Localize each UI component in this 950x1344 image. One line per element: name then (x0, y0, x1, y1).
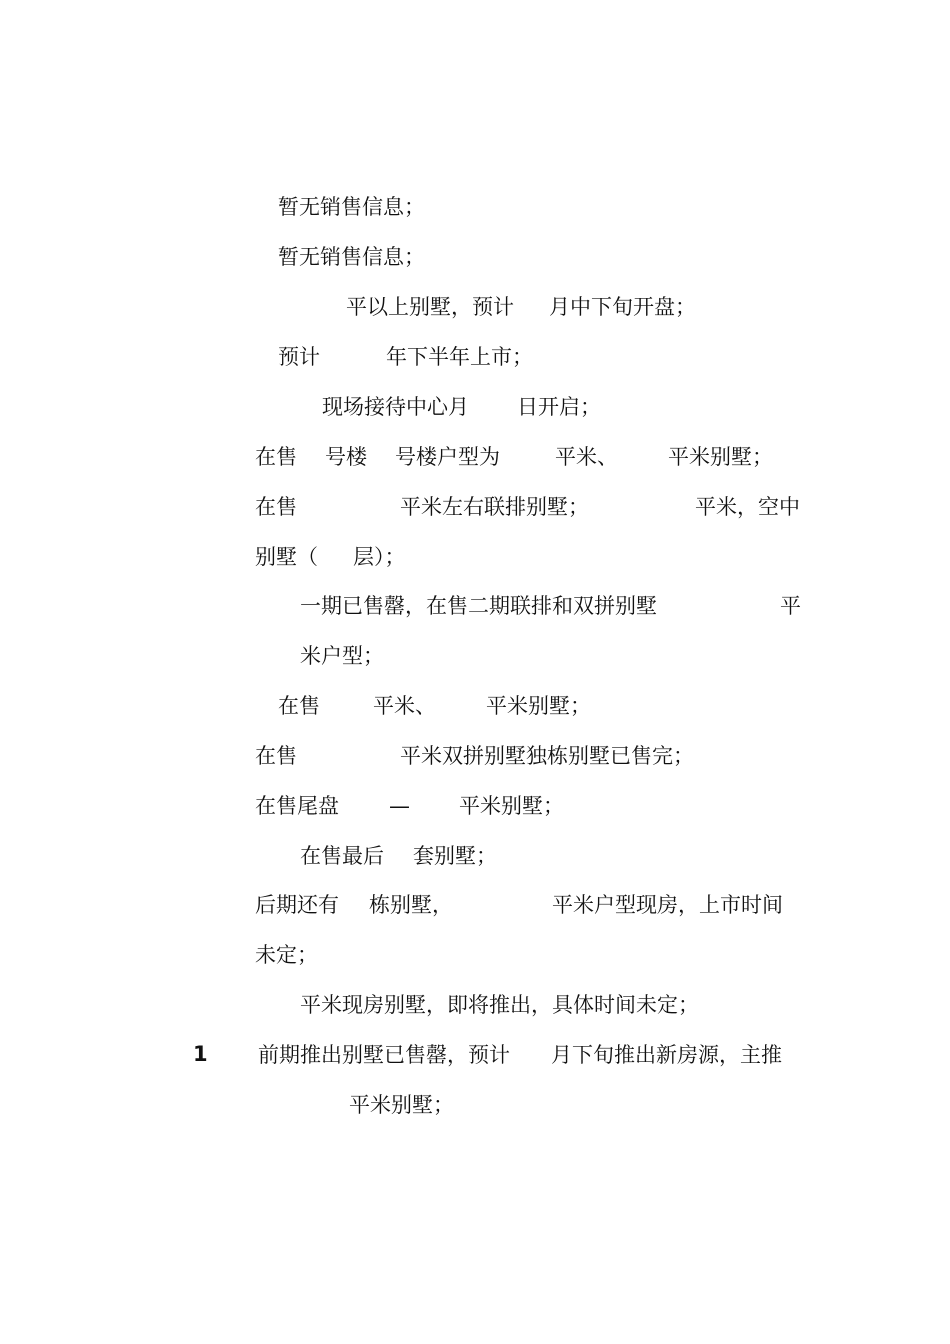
text-line: 暂无销售信息； (278, 245, 425, 269)
text-segment: 平米，空中 (695, 495, 800, 519)
text-segment: 平米、 (555, 445, 618, 469)
text-segment: — (389, 794, 410, 818)
text-segment: 在售尾盘 (255, 794, 339, 818)
text-segment: 平米别墅； (459, 794, 564, 818)
text-segment: 在售 (255, 445, 297, 469)
text-segment: 在售最后 (300, 844, 384, 868)
text-line: 暂无销售信息； (278, 195, 425, 219)
text-segment: 在售 (255, 495, 297, 519)
text-line: 米户型； (300, 644, 384, 668)
text-segment: 号楼 (325, 445, 367, 469)
text-segment: 平米双拼别墅独栋别墅已售完； (400, 744, 694, 768)
text-segment: 预计 (278, 345, 320, 369)
text-segment: 平米别墅； (668, 445, 773, 469)
text-segment: 前期推出别墅已售罄，预计 (258, 1043, 510, 1067)
text-segment: 现场接待中心月 (322, 395, 469, 419)
text-segment: 平米户型现房，上市时间 (552, 893, 783, 917)
text-segment: 月下旬推出新房源，主推 (551, 1043, 782, 1067)
text-segment: 在售 (255, 744, 297, 768)
text-segment: 套别墅； (413, 844, 497, 868)
text-segment: 年下半年上市； (386, 345, 533, 369)
text-segment: 后期还有 (255, 893, 339, 917)
text-segment: 别墅（ (255, 545, 318, 569)
text-segment: 栋别墅， (369, 893, 453, 917)
text-line: 未定； (255, 943, 318, 967)
text-segment: 平米左右联排别墅； (400, 495, 589, 519)
text-line: 平米现房别墅，即将推出，具体时间未定； (300, 993, 699, 1017)
text-segment: 月中下旬开盘； (549, 295, 696, 319)
text-segment: 层）； (353, 545, 406, 569)
text-segment: 平米、 (373, 694, 436, 718)
text-segment: 平以上别墅，预计 (346, 295, 514, 319)
text-segment: 号楼户型为 (395, 445, 500, 469)
list-number: 1 (193, 1042, 208, 1066)
text-segment: 日开启； (517, 395, 601, 419)
text-segment: 平 (780, 594, 801, 618)
text-segment: 平米别墅； (486, 694, 591, 718)
text-line: 平米别墅； (349, 1093, 454, 1117)
text-segment: 在售 (278, 694, 320, 718)
text-segment: 一期已售罄，在售二期联排和双拼别墅 (300, 594, 657, 618)
